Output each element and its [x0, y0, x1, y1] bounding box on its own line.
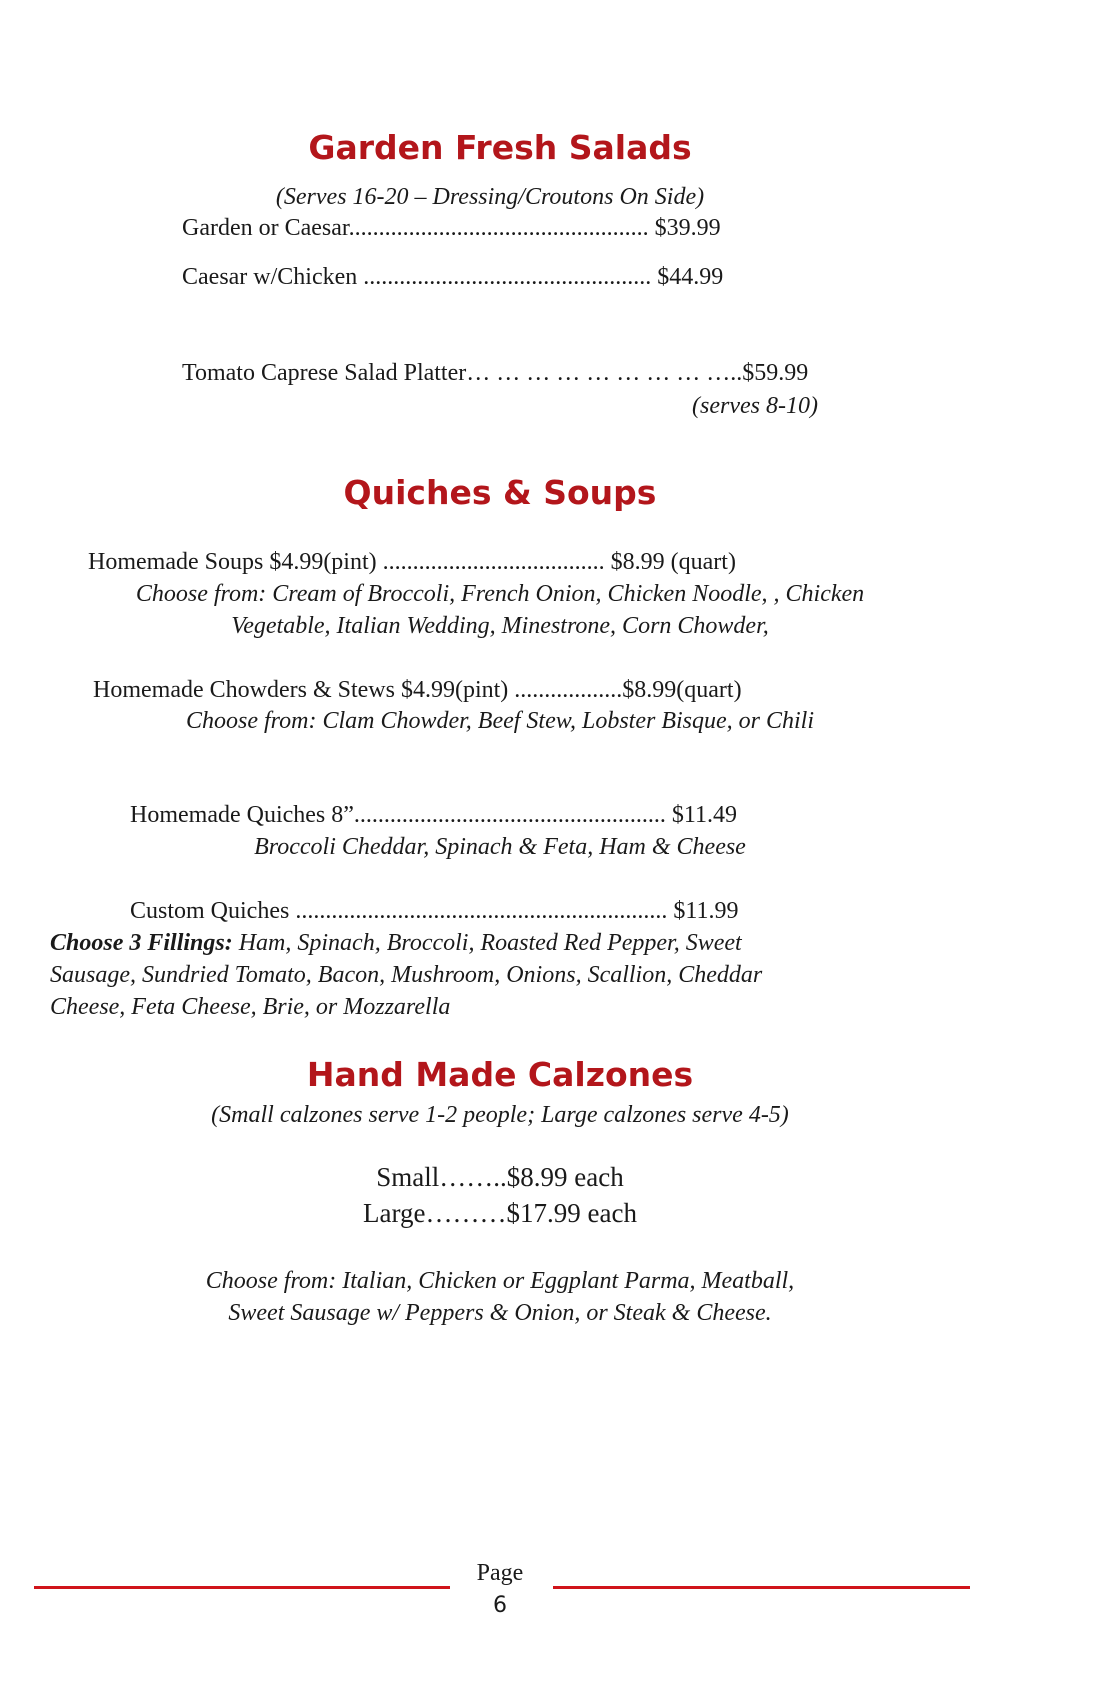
caesar-chicken-item: Caesar w/Chicken ................................................ $44.99	[182, 264, 724, 290]
quiches-item: Homemade Quiches 8”.................................................... $11.49	[130, 802, 738, 828]
soups-choices-line-2: Vegetable, Italian Wedding, Minestrone, Corn Chowder,	[231, 613, 769, 639]
chowders-item: Homemade Chowders & Stews $4.99(pint) ..................$8.99(quart)	[93, 677, 742, 703]
caprese-serves: (serves 8-10)	[692, 393, 818, 419]
calzones-choices-line-1: Choose from: Italian, Chicken or Eggplant Parma, Meatball,	[205, 1268, 795, 1294]
fillings-text-1: Ham, Spinach, Broccoli, Roasted Red Pepper, Sweet	[232, 930, 742, 956]
soups-choices-line-1: Choose from: Cream of Broccoli, French Onion, Chicken Noodle, , Chicken	[135, 581, 865, 607]
fillings-line-3: Cheese, Feta Cheese, Brie, or Mozzarella	[50, 994, 451, 1020]
calzones-subtitle: (Small calzones serve 1-2 people; Large calzones serve 4-5)	[211, 1102, 789, 1128]
custom-quiches-item: Custom Quiches .............................................................. $11.99	[130, 898, 739, 924]
quiches-options: Broccoli Cheddar, Spinach & Feta, Ham & Cheese	[254, 834, 746, 860]
salads-heading: Garden Fresh Salads	[308, 128, 692, 167]
garden-caesar-item: Garden or Caesar.................................................. $39.99	[182, 215, 721, 241]
calzone-small: Small……..$8.99 each	[376, 1162, 624, 1192]
page-number: 6	[493, 1593, 507, 1618]
chowders-choices: Choose from: Clam Chowder, Beef Stew, Lobster Bisque, or Chili	[186, 708, 814, 734]
calzones-choices-line-2: Sweet Sausage w/ Peppers & Onion, or Steak & Cheese.	[228, 1300, 772, 1326]
fillings-line-1	[50, 930, 742, 957]
page-label: Page	[476, 1560, 524, 1586]
fillings-line-2: Sausage, Sundried Tomato, Bacon, Mushroom, Onions, Scallion, Cheddar	[50, 962, 763, 988]
fillings-label: Choose 3 Fillings:	[50, 930, 233, 956]
quiches-soups-heading: Quiches & Soups	[343, 473, 657, 512]
calzones-heading: Hand Made Calzones	[306, 1055, 694, 1094]
calzone-large: Large………$17.99 each	[363, 1198, 637, 1228]
soups-item: Homemade Soups $4.99(pint) ..................................... $8.99 (quart)	[88, 549, 736, 575]
caprese-item: Tomato Caprese Salad Platter… … … … … … … … …..$59.99	[182, 360, 809, 386]
salads-subtitle: (Serves 16-20 – Dressing/Croutons On Side)	[275, 184, 705, 210]
